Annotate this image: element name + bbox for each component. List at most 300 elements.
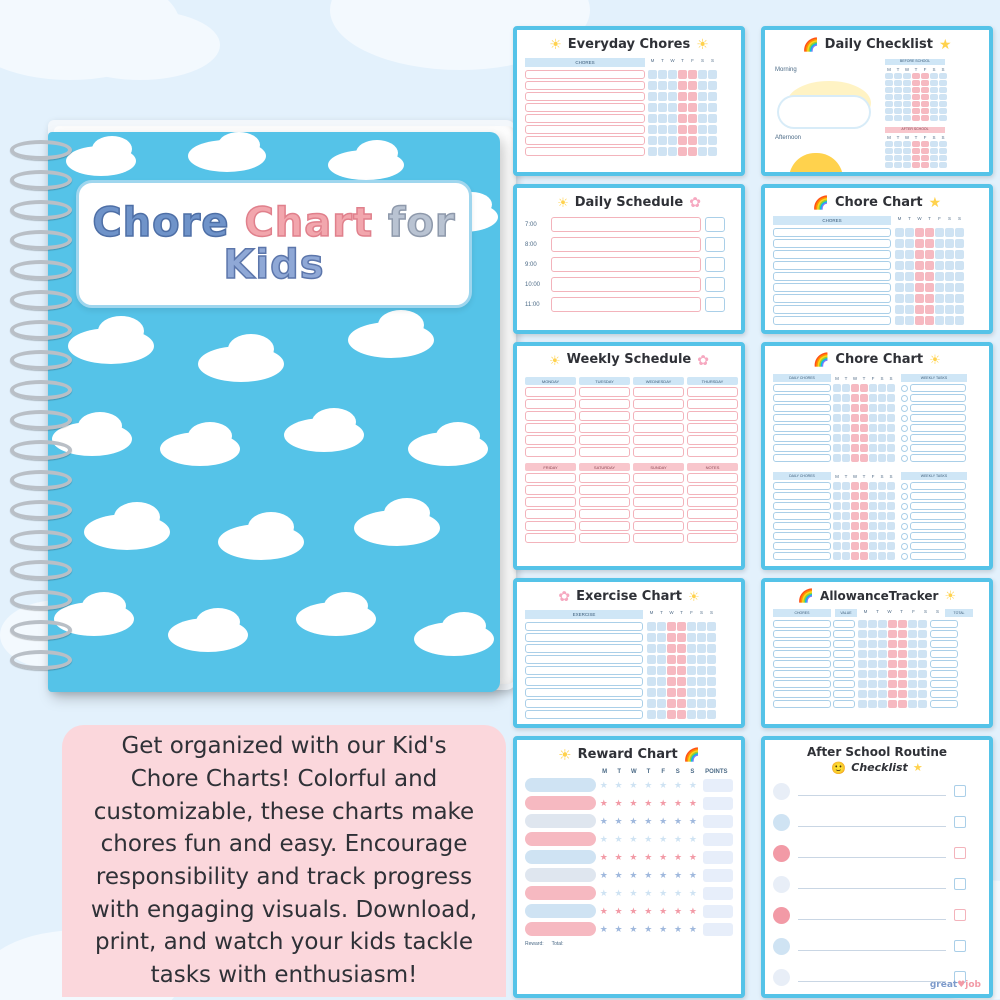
checkbox-cell[interactable] bbox=[647, 688, 656, 697]
write-in-line[interactable] bbox=[833, 620, 855, 628]
table-row[interactable] bbox=[525, 114, 733, 123]
checkbox-cell[interactable] bbox=[868, 690, 877, 698]
checkbox-cell[interactable] bbox=[887, 502, 895, 510]
checkbox-cell[interactable] bbox=[918, 660, 927, 668]
checkbox-cell[interactable] bbox=[908, 640, 917, 648]
write-in-line[interactable] bbox=[773, 394, 831, 402]
done-box[interactable] bbox=[705, 277, 725, 292]
checkbox-row[interactable] bbox=[647, 666, 716, 675]
checkbox-cell[interactable] bbox=[647, 699, 656, 708]
checkbox-cell[interactable] bbox=[657, 633, 666, 642]
checkbox-cell[interactable] bbox=[912, 87, 920, 93]
checkbox-cell[interactable] bbox=[707, 666, 716, 675]
checkbox-cell[interactable] bbox=[955, 239, 964, 248]
checkbox-cell[interactable] bbox=[903, 87, 911, 93]
star-icon[interactable]: ★ bbox=[673, 779, 683, 790]
write-in-line[interactable] bbox=[930, 700, 958, 708]
checkbox-cell[interactable] bbox=[842, 444, 850, 452]
checkbox-cell[interactable] bbox=[912, 101, 920, 107]
checkbox-row[interactable] bbox=[895, 305, 964, 314]
checkbox-cell[interactable] bbox=[833, 424, 841, 432]
task-bar[interactable] bbox=[525, 778, 596, 792]
star-icon[interactable]: ★ bbox=[599, 905, 608, 916]
checkbox-cell[interactable] bbox=[895, 250, 904, 259]
table-row[interactable] bbox=[773, 620, 981, 628]
checkbox-cell[interactable] bbox=[925, 250, 934, 259]
checklist-row[interactable] bbox=[773, 845, 981, 862]
write-in-line[interactable] bbox=[773, 700, 831, 708]
checkbox-cell[interactable] bbox=[939, 101, 947, 107]
star-icon[interactable]: ★ bbox=[659, 923, 668, 934]
checkbox-row[interactable] bbox=[885, 155, 947, 161]
star-icon[interactable]: ★ bbox=[644, 779, 653, 790]
checkbox-cell[interactable] bbox=[912, 108, 920, 114]
weekly-task-checkbox[interactable] bbox=[901, 533, 908, 540]
checkbox-cell[interactable] bbox=[869, 542, 877, 550]
star-icon[interactable]: ★ bbox=[688, 869, 697, 880]
checkbox-cell[interactable] bbox=[678, 125, 687, 134]
table-row[interactable] bbox=[773, 512, 981, 520]
table-row[interactable] bbox=[525, 644, 733, 653]
star-icon[interactable]: ★ bbox=[673, 797, 683, 808]
checkbox-cell[interactable] bbox=[930, 80, 938, 86]
checkbox-cell[interactable] bbox=[657, 688, 666, 697]
star-icon[interactable]: ★ bbox=[614, 869, 623, 880]
write-in-line[interactable] bbox=[773, 650, 831, 658]
checkbox-row[interactable] bbox=[885, 101, 947, 107]
checkbox-row[interactable] bbox=[833, 532, 895, 540]
write-in-line[interactable] bbox=[687, 435, 738, 445]
checkbox-cell[interactable] bbox=[898, 700, 907, 708]
star-icon[interactable]: ★ bbox=[629, 869, 638, 880]
checkbox-row[interactable] bbox=[885, 115, 947, 121]
checkbox-cell[interactable] bbox=[860, 512, 868, 520]
star-icon[interactable]: ★ bbox=[659, 815, 668, 826]
checkbox-cell[interactable] bbox=[930, 155, 938, 161]
checkbox-row[interactable] bbox=[895, 250, 964, 259]
write-in-line[interactable] bbox=[773, 670, 831, 678]
checkbox-row[interactable] bbox=[858, 660, 927, 668]
checkbox-cell[interactable] bbox=[698, 92, 707, 101]
reward-row[interactable] bbox=[525, 850, 733, 864]
checkbox-cell[interactable] bbox=[667, 666, 676, 675]
star-icon[interactable]: ★ bbox=[644, 869, 653, 880]
checkbox-cell[interactable] bbox=[903, 148, 911, 154]
write-in-line[interactable] bbox=[773, 283, 891, 292]
checkbox-cell[interactable] bbox=[915, 316, 924, 325]
checkbox-row[interactable] bbox=[648, 136, 717, 145]
checkbox-row[interactable] bbox=[895, 272, 964, 281]
checkbox-cell[interactable] bbox=[677, 622, 686, 631]
table-row[interactable] bbox=[525, 70, 733, 79]
write-in-line[interactable] bbox=[773, 261, 891, 270]
checkbox-cell[interactable] bbox=[868, 620, 877, 628]
checkbox-cell[interactable] bbox=[677, 655, 686, 664]
star-icon[interactable]: ★ bbox=[629, 797, 638, 808]
checkbox-cell[interactable] bbox=[678, 103, 687, 112]
checkbox-cell[interactable] bbox=[657, 622, 666, 631]
checkbox-cell[interactable] bbox=[955, 316, 964, 325]
checkbox-cell[interactable] bbox=[918, 670, 927, 678]
checkbox-cell[interactable] bbox=[898, 630, 907, 638]
checkbox-row[interactable] bbox=[648, 81, 717, 90]
checkbox-cell[interactable] bbox=[648, 125, 657, 134]
write-in-line[interactable] bbox=[633, 447, 684, 457]
checkbox-row[interactable] bbox=[833, 482, 895, 490]
checkbox-cell[interactable] bbox=[647, 677, 656, 686]
checkbox-row[interactable] bbox=[858, 690, 927, 698]
checkbox-cell[interactable] bbox=[895, 305, 904, 314]
checkbox-cell[interactable] bbox=[930, 94, 938, 100]
checkbox-cell[interactable] bbox=[687, 655, 696, 664]
star-icon[interactable]: ★ bbox=[659, 905, 668, 916]
star-icon[interactable]: ★ bbox=[644, 851, 653, 862]
done-box[interactable] bbox=[705, 217, 725, 232]
checkbox-cell[interactable] bbox=[858, 650, 867, 658]
checkbox-cell[interactable] bbox=[912, 73, 920, 79]
checkbox-row[interactable] bbox=[833, 552, 895, 560]
checkbox-cell[interactable] bbox=[668, 92, 677, 101]
points-box[interactable] bbox=[703, 797, 733, 810]
table-row[interactable] bbox=[773, 660, 981, 668]
table-row[interactable] bbox=[525, 92, 733, 101]
checkbox-cell[interactable] bbox=[688, 70, 697, 79]
write-in-line[interactable] bbox=[910, 542, 966, 550]
checkbox-cell[interactable] bbox=[678, 114, 687, 123]
checkbox-cell[interactable] bbox=[887, 482, 895, 490]
checkbox-cell[interactable] bbox=[894, 115, 902, 121]
checkbox-cell[interactable] bbox=[915, 305, 924, 314]
write-in-line[interactable] bbox=[525, 473, 576, 483]
write-in-line[interactable] bbox=[525, 509, 576, 519]
checkbox-cell[interactable] bbox=[707, 622, 716, 631]
write-in-line[interactable] bbox=[773, 552, 831, 560]
write-in-line[interactable] bbox=[525, 92, 645, 101]
checkbox-cell[interactable] bbox=[833, 512, 841, 520]
checkbox-cell[interactable] bbox=[668, 103, 677, 112]
table-row[interactable] bbox=[773, 700, 981, 708]
table-row[interactable] bbox=[773, 630, 981, 638]
checkbox-cell[interactable] bbox=[903, 115, 911, 121]
task-bar[interactable] bbox=[525, 796, 596, 810]
weekly-task-checkbox[interactable] bbox=[901, 503, 908, 510]
checkbox-cell[interactable] bbox=[667, 622, 676, 631]
checkbox-cell[interactable] bbox=[878, 650, 887, 658]
checkbox-row[interactable] bbox=[858, 650, 927, 658]
checkbox-cell[interactable] bbox=[921, 141, 929, 147]
checkbox-row[interactable] bbox=[885, 148, 947, 154]
checkbox-cell[interactable] bbox=[925, 316, 934, 325]
table-row[interactable] bbox=[773, 492, 981, 500]
table-row[interactable] bbox=[773, 316, 981, 325]
write-in-line[interactable] bbox=[910, 444, 966, 452]
checkbox-cell[interactable] bbox=[898, 680, 907, 688]
write-in-line[interactable] bbox=[579, 411, 630, 421]
checkbox-cell[interactable] bbox=[667, 644, 676, 653]
checkbox-cell[interactable] bbox=[698, 114, 707, 123]
page-allowance-tracker[interactable] bbox=[761, 578, 993, 728]
checkbox-cell[interactable] bbox=[895, 239, 904, 248]
weekly-task-checkbox[interactable] bbox=[901, 415, 908, 422]
table-row[interactable] bbox=[525, 655, 733, 664]
write-in-line[interactable] bbox=[525, 423, 576, 433]
write-in-line[interactable] bbox=[525, 81, 645, 90]
checkbox-cell[interactable] bbox=[688, 103, 697, 112]
checkbox-row[interactable] bbox=[833, 542, 895, 550]
checkbox-cell[interactable] bbox=[677, 710, 686, 719]
checkbox-row[interactable] bbox=[895, 283, 964, 292]
points-box[interactable] bbox=[703, 779, 733, 792]
checkbox-row[interactable] bbox=[885, 141, 947, 147]
checkbox-cell[interactable] bbox=[688, 136, 697, 145]
checkbox-cell[interactable] bbox=[894, 108, 902, 114]
write-in-line[interactable] bbox=[525, 688, 643, 697]
write-in-line[interactable] bbox=[773, 512, 831, 520]
checkbox-cell[interactable] bbox=[668, 114, 677, 123]
checkbox-cell[interactable] bbox=[860, 434, 868, 442]
checkbox-cell[interactable] bbox=[697, 688, 706, 697]
checkbox-cell[interactable] bbox=[869, 522, 877, 530]
write-in-line[interactable] bbox=[910, 522, 966, 530]
checkbox-row[interactable] bbox=[647, 644, 716, 653]
checkbox-cell[interactable] bbox=[885, 162, 893, 168]
checkbox-cell[interactable] bbox=[887, 492, 895, 500]
task-bar[interactable] bbox=[525, 814, 596, 828]
checkbox-cell[interactable] bbox=[697, 644, 706, 653]
checkbox-cell[interactable] bbox=[869, 414, 877, 422]
table-row[interactable] bbox=[525, 677, 733, 686]
checkbox-row[interactable] bbox=[648, 70, 717, 79]
checkbox-cell[interactable] bbox=[668, 136, 677, 145]
star-icon[interactable]: ★ bbox=[688, 887, 697, 898]
checkbox-cell[interactable] bbox=[842, 522, 850, 530]
checkbox-cell[interactable] bbox=[930, 108, 938, 114]
checkbox-cell[interactable] bbox=[851, 542, 859, 550]
checkbox[interactable] bbox=[954, 785, 966, 797]
checkbox-cell[interactable] bbox=[887, 512, 895, 520]
star-icon[interactable]: ★ bbox=[614, 797, 623, 808]
checkbox-cell[interactable] bbox=[915, 250, 924, 259]
checkbox[interactable] bbox=[954, 816, 966, 828]
checkbox-cell[interactable] bbox=[921, 115, 929, 121]
checkbox-cell[interactable] bbox=[851, 532, 859, 540]
write-in-line[interactable] bbox=[930, 630, 958, 638]
write-in-line[interactable] bbox=[773, 680, 831, 688]
write-in-line[interactable] bbox=[579, 387, 630, 397]
checkbox-row[interactable] bbox=[647, 677, 716, 686]
checkbox-cell[interactable] bbox=[860, 454, 868, 462]
table-row[interactable] bbox=[773, 680, 981, 688]
checkbox-row[interactable] bbox=[885, 108, 947, 114]
checkbox-cell[interactable] bbox=[912, 141, 920, 147]
checkbox-cell[interactable] bbox=[939, 148, 947, 154]
write-in-line[interactable] bbox=[525, 447, 576, 457]
checkbox-cell[interactable] bbox=[647, 655, 656, 664]
table-row[interactable] bbox=[773, 552, 981, 560]
checkbox-cell[interactable] bbox=[945, 239, 954, 248]
write-in-line[interactable] bbox=[579, 497, 630, 507]
page-weekly-schedule[interactable] bbox=[513, 342, 745, 570]
write-in-line[interactable] bbox=[773, 640, 831, 648]
checkbox-cell[interactable] bbox=[930, 73, 938, 79]
weekly-task-checkbox[interactable] bbox=[901, 455, 908, 462]
write-in-line[interactable] bbox=[525, 655, 643, 664]
day-column[interactable] bbox=[687, 463, 738, 543]
checkbox-cell[interactable] bbox=[860, 522, 868, 530]
checkbox-cell[interactable] bbox=[833, 444, 841, 452]
checkbox-row[interactable] bbox=[885, 87, 947, 93]
write-in-line[interactable] bbox=[773, 239, 891, 248]
checkbox-cell[interactable] bbox=[858, 700, 867, 708]
checkbox-cell[interactable] bbox=[707, 655, 716, 664]
star-icon[interactable]: ★ bbox=[599, 833, 608, 844]
checklist-row[interactable] bbox=[773, 938, 981, 955]
table-row[interactable] bbox=[773, 640, 981, 648]
checkbox-cell[interactable] bbox=[888, 620, 897, 628]
star-icon[interactable]: ★ bbox=[644, 833, 653, 844]
write-in-line[interactable] bbox=[773, 482, 831, 490]
checklist-row[interactable] bbox=[773, 907, 981, 924]
page-reward-chart[interactable] bbox=[513, 736, 745, 998]
write-in-line[interactable] bbox=[910, 552, 966, 560]
checkbox-cell[interactable] bbox=[668, 125, 677, 134]
checkbox-cell[interactable] bbox=[869, 444, 877, 452]
checkbox-cell[interactable] bbox=[903, 155, 911, 161]
table-row[interactable] bbox=[773, 454, 981, 462]
star-icon[interactable]: ★ bbox=[599, 851, 608, 862]
checkbox-cell[interactable] bbox=[912, 148, 920, 154]
checkbox-cell[interactable] bbox=[698, 81, 707, 90]
write-in-line[interactable] bbox=[633, 387, 684, 397]
write-in-line[interactable] bbox=[687, 423, 738, 433]
checkbox-cell[interactable] bbox=[939, 87, 947, 93]
done-box[interactable] bbox=[705, 257, 725, 272]
checkbox-cell[interactable] bbox=[888, 650, 897, 658]
checkbox-cell[interactable] bbox=[939, 94, 947, 100]
checkbox-cell[interactable] bbox=[677, 699, 686, 708]
checkbox-cell[interactable] bbox=[955, 261, 964, 270]
checkbox-cell[interactable] bbox=[708, 103, 717, 112]
write-in-line[interactable] bbox=[633, 497, 684, 507]
star-icon[interactable]: ★ bbox=[614, 923, 623, 934]
checkbox-cell[interactable] bbox=[945, 283, 954, 292]
checkbox-cell[interactable] bbox=[708, 70, 717, 79]
checkbox-cell[interactable] bbox=[888, 670, 897, 678]
checkbox-cell[interactable] bbox=[868, 640, 877, 648]
checkbox-cell[interactable] bbox=[878, 512, 886, 520]
write-in-line[interactable] bbox=[525, 411, 576, 421]
write-in-line[interactable] bbox=[687, 485, 738, 495]
write-in-line[interactable] bbox=[833, 650, 855, 658]
checkbox-cell[interactable] bbox=[687, 688, 696, 697]
checkbox-cell[interactable] bbox=[688, 125, 697, 134]
write-in-line[interactable] bbox=[798, 817, 946, 827]
write-in-line[interactable] bbox=[833, 700, 855, 708]
checkbox-cell[interactable] bbox=[903, 108, 911, 114]
table-row[interactable] bbox=[773, 272, 981, 281]
checkbox-cell[interactable] bbox=[935, 272, 944, 281]
checkbox-cell[interactable] bbox=[898, 640, 907, 648]
checkbox-cell[interactable] bbox=[842, 414, 850, 422]
checkbox-cell[interactable] bbox=[955, 250, 964, 259]
write-in-line[interactable] bbox=[910, 512, 966, 520]
checkbox-row[interactable] bbox=[885, 73, 947, 79]
checkbox-cell[interactable] bbox=[921, 162, 929, 168]
table-row[interactable] bbox=[773, 502, 981, 510]
checkbox-cell[interactable] bbox=[894, 162, 902, 168]
checkbox-cell[interactable] bbox=[955, 272, 964, 281]
checkbox-cell[interactable] bbox=[707, 699, 716, 708]
checkbox-cell[interactable] bbox=[905, 261, 914, 270]
checkbox-cell[interactable] bbox=[697, 699, 706, 708]
write-in-line[interactable] bbox=[930, 620, 958, 628]
write-in-line[interactable] bbox=[525, 387, 576, 397]
table-row[interactable] bbox=[773, 444, 981, 452]
checkbox-cell[interactable] bbox=[945, 316, 954, 325]
checkbox-row[interactable] bbox=[858, 620, 927, 628]
checkbox-cell[interactable] bbox=[887, 522, 895, 530]
write-in-line[interactable] bbox=[910, 404, 966, 412]
write-in-line[interactable] bbox=[833, 670, 855, 678]
checkbox-cell[interactable] bbox=[860, 552, 868, 560]
write-in-line[interactable] bbox=[525, 114, 645, 123]
checkbox-cell[interactable] bbox=[860, 542, 868, 550]
checkbox-cell[interactable] bbox=[930, 162, 938, 168]
write-in-line[interactable] bbox=[910, 384, 966, 392]
checkbox-cell[interactable] bbox=[868, 660, 877, 668]
checkbox-cell[interactable] bbox=[707, 710, 716, 719]
star-icon[interactable]: ★ bbox=[629, 923, 638, 934]
write-in-line[interactable] bbox=[551, 237, 701, 252]
checkbox-cell[interactable] bbox=[885, 148, 893, 154]
checkbox-cell[interactable] bbox=[888, 660, 897, 668]
checkbox-cell[interactable] bbox=[935, 283, 944, 292]
checkbox-cell[interactable] bbox=[842, 512, 850, 520]
checkbox-cell[interactable] bbox=[878, 690, 887, 698]
write-in-line[interactable] bbox=[633, 435, 684, 445]
write-in-line[interactable] bbox=[930, 680, 958, 688]
checkbox-cell[interactable] bbox=[687, 644, 696, 653]
checkbox-cell[interactable] bbox=[851, 404, 859, 412]
checkbox-cell[interactable] bbox=[687, 699, 696, 708]
star-icon[interactable]: ★ bbox=[673, 851, 683, 862]
checkbox-cell[interactable] bbox=[647, 644, 656, 653]
table-row[interactable] bbox=[525, 147, 733, 156]
checkbox-cell[interactable] bbox=[878, 522, 886, 530]
checkbox-cell[interactable] bbox=[915, 283, 924, 292]
checkbox-cell[interactable] bbox=[925, 283, 934, 292]
checkbox-cell[interactable] bbox=[667, 699, 676, 708]
write-in-line[interactable] bbox=[633, 521, 684, 531]
checkbox-row[interactable] bbox=[858, 640, 927, 648]
checkbox-cell[interactable] bbox=[945, 228, 954, 237]
checkbox-row[interactable] bbox=[648, 125, 717, 134]
checkbox-cell[interactable] bbox=[905, 283, 914, 292]
star-icon[interactable]: ★ bbox=[599, 779, 608, 790]
points-box[interactable] bbox=[703, 815, 733, 828]
checkbox-cell[interactable] bbox=[667, 677, 676, 686]
table-row[interactable] bbox=[773, 239, 981, 248]
write-in-line[interactable] bbox=[930, 640, 958, 648]
checkbox-cell[interactable] bbox=[833, 492, 841, 500]
write-in-line[interactable] bbox=[525, 497, 576, 507]
star-icon[interactable]: ★ bbox=[688, 797, 697, 808]
checkbox-cell[interactable] bbox=[678, 92, 687, 101]
checkbox-cell[interactable] bbox=[688, 114, 697, 123]
checkbox-cell[interactable] bbox=[894, 155, 902, 161]
checkbox-cell[interactable] bbox=[935, 239, 944, 248]
star-icon[interactable]: ★ bbox=[614, 779, 623, 790]
